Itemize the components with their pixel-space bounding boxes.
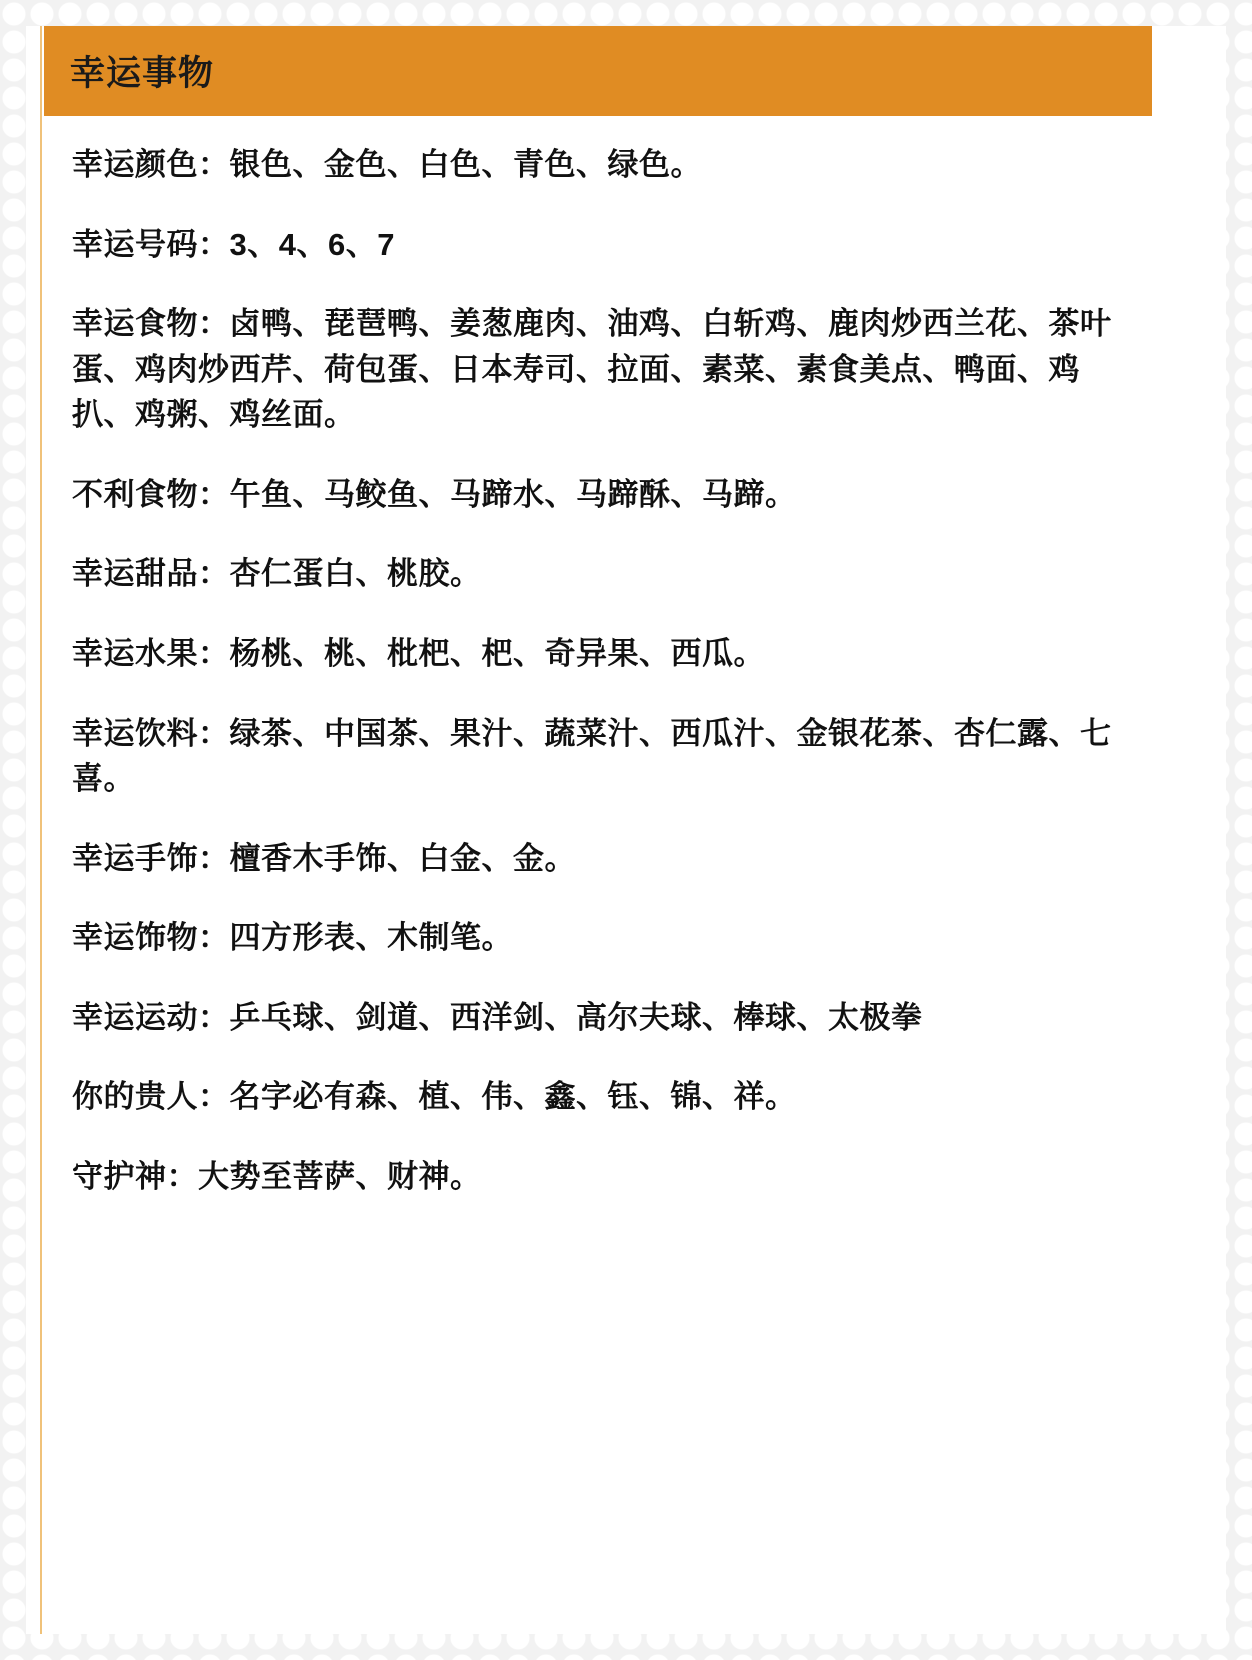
entry-guardian-deity: 守护神：大势至菩萨、财神。 [72,1158,482,1194]
entry-lucky-sports: 幸运运动：乒乓球、剑道、西洋剑、高尔夫球、棒球、太极拳 [72,999,923,1035]
entry-lucky-numbers: 幸运号码：3、4、6、7 [72,226,395,262]
content-body [42,116,1152,1199]
entry-lucky-jewelry: 幸运手饰：檀香木手饰、白金、金。 [72,840,576,876]
entry-lucky-benefactor: 你的贵人：名字必有森、植、伟、鑫、钰、锦、祥。 [72,1079,797,1115]
page-title: 幸运事物 [70,54,215,93]
section-header [44,26,1152,116]
entry-lucky-fruits: 幸运水果：杨桃、桃、枇杷、杷、奇异果、西瓜。 [72,635,765,671]
document-page [40,26,1152,1634]
entry-lucky-foods: 幸运食物：卤鸭、琵琶鸭、姜葱鹿肉、油鸡、白斩鸡、鹿肉炒西兰花、茶叶蛋、鸡肉炒西芹、荷包蛋、日本寿司、拉面、素菜、素食美点、鸭面、鸡扒、鸡粥、鸡丝面。 [72,306,1112,433]
entry-lucky-colors: 幸运颜色：银色、金色、白色、青色、绿色。 [72,147,702,182]
entry-lucky-desserts: 幸运甜品：杏仁蛋白、桃胶。 [72,556,482,592]
entry-lucky-drinks: 幸运饮料：绿茶、中国茶、果汁、蔬菜汁、西瓜汁、金银花茶、杏仁露、七喜。 [72,715,1112,797]
entry-lucky-accessories: 幸运饰物：四方形表、木制笔。 [72,920,513,956]
entry-unlucky-foods: 不利食物：午鱼、马鲛鱼、马蹄水、马蹄酥、马蹄。 [72,476,797,512]
